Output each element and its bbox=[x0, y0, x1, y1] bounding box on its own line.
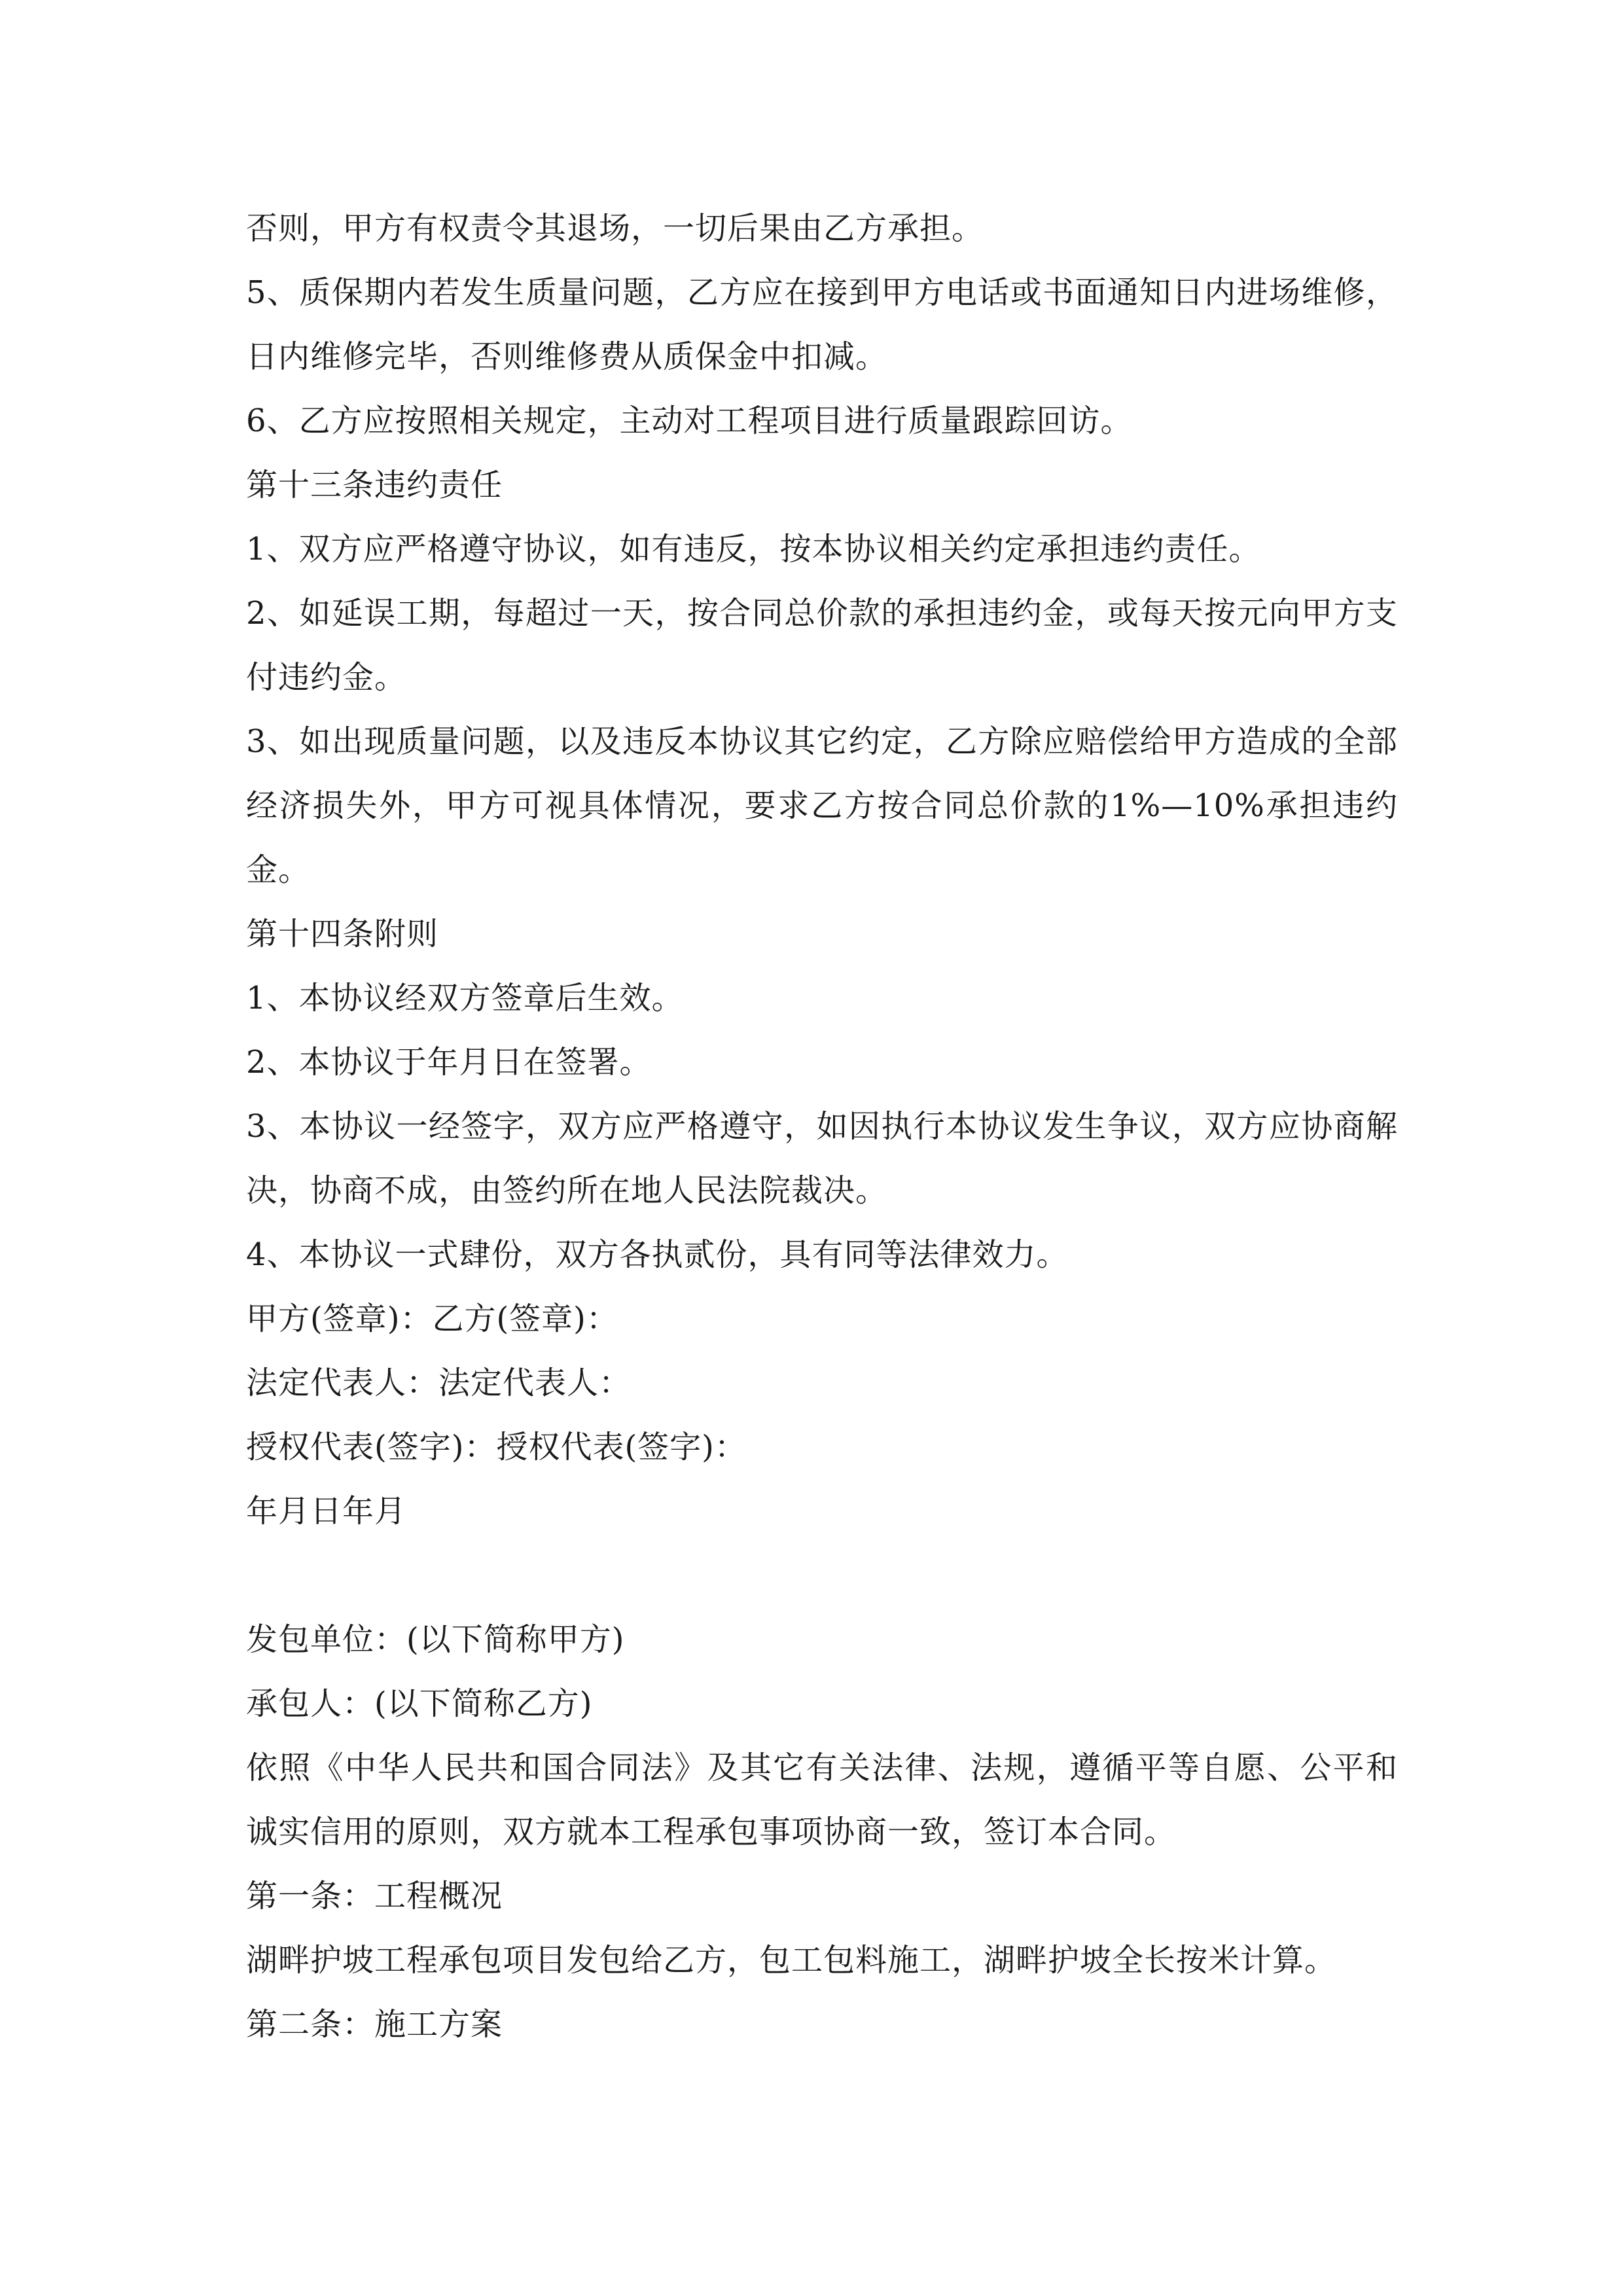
paragraph-a9: 2、本协议于年月日在签署。 bbox=[246, 1044, 652, 1081]
article-heading-1: 第一条：工程概况 bbox=[246, 1878, 503, 1914]
signature-party-line: 甲方(签章)：乙方(签章)： bbox=[246, 1300, 618, 1337]
contractor-line: 承包人：(以下简称乙方) bbox=[246, 1685, 593, 1722]
paragraph-a1: 5、质保期内若发生质量问题，乙方应在接到甲方电话或书面通知日内进场维修，日内维修完毕，否则维修费从质保金中扣减。 bbox=[246, 274, 1398, 375]
paragraph-a10: 3、本协议一经签字，双方应严格遵守，如因执行本协议发生争议，双方应协商解决，协商不成，由签约所在地人民法院裁决。 bbox=[246, 1108, 1398, 1209]
legal-representative-line: 法定代表人：法定代表人： bbox=[246, 1365, 632, 1401]
section-spacer bbox=[246, 1543, 1398, 1607]
preamble-paragraph: 依照《中华人民共和国合同法》及其它有关法律、法规，遵循平等自愿、公平和诚实信用的原则，双方就本工程承包事项协商一致，签订本合同。 bbox=[246, 1749, 1398, 1850]
paragraph-a5: 2、如延误工期，每超过一天，按合同总价款的承担违约金，或每天按元向甲方支付违约金。 bbox=[246, 595, 1398, 696]
authorized-representative-line: 授权代表(签字)：授权代表(签字)： bbox=[246, 1429, 747, 1465]
paragraph-a4: 1、双方应严格遵守协议，如有违反，按本协议相关约定承担违约责任。 bbox=[246, 531, 1261, 567]
paragraph-a0: 否则，甲方有权责令其退场，一切后果由乙方承担。 bbox=[246, 210, 984, 247]
article-heading-14: 第十四条附则 bbox=[246, 916, 439, 952]
document-body bbox=[246, 196, 1398, 2056]
paragraph-a11: 4、本协议一式肆份，双方各执贰份，具有同等法律效力。 bbox=[246, 1236, 1069, 1273]
article-heading-13: 第十三条违约责任 bbox=[246, 467, 503, 503]
paragraph-a8: 1、本协议经双方签章后生效。 bbox=[246, 980, 684, 1016]
paragraph-a6: 3、如出现质量问题，以及违反本协议其它约定，乙方除应赔偿给甲方造成的全部经济损失外，甲方可视具体情况，要求乙方按合同总价款的1%—10%承担违约金。 bbox=[246, 723, 1398, 888]
project-overview-paragraph: 湖畔护坡工程承包项目发包给乙方，包工包料施工，湖畔护坡全长按米计算。 bbox=[246, 1942, 1337, 1979]
date-line: 年月日年月 bbox=[246, 1493, 407, 1530]
article-heading-2: 第二条：施工方案 bbox=[246, 2006, 503, 2043]
employer-line: 发包单位：(以下简称甲方) bbox=[246, 1621, 625, 1658]
paragraph-a2: 6、乙方应按照相关规定，主动对工程项目进行质量跟踪回访。 bbox=[246, 403, 1133, 439]
